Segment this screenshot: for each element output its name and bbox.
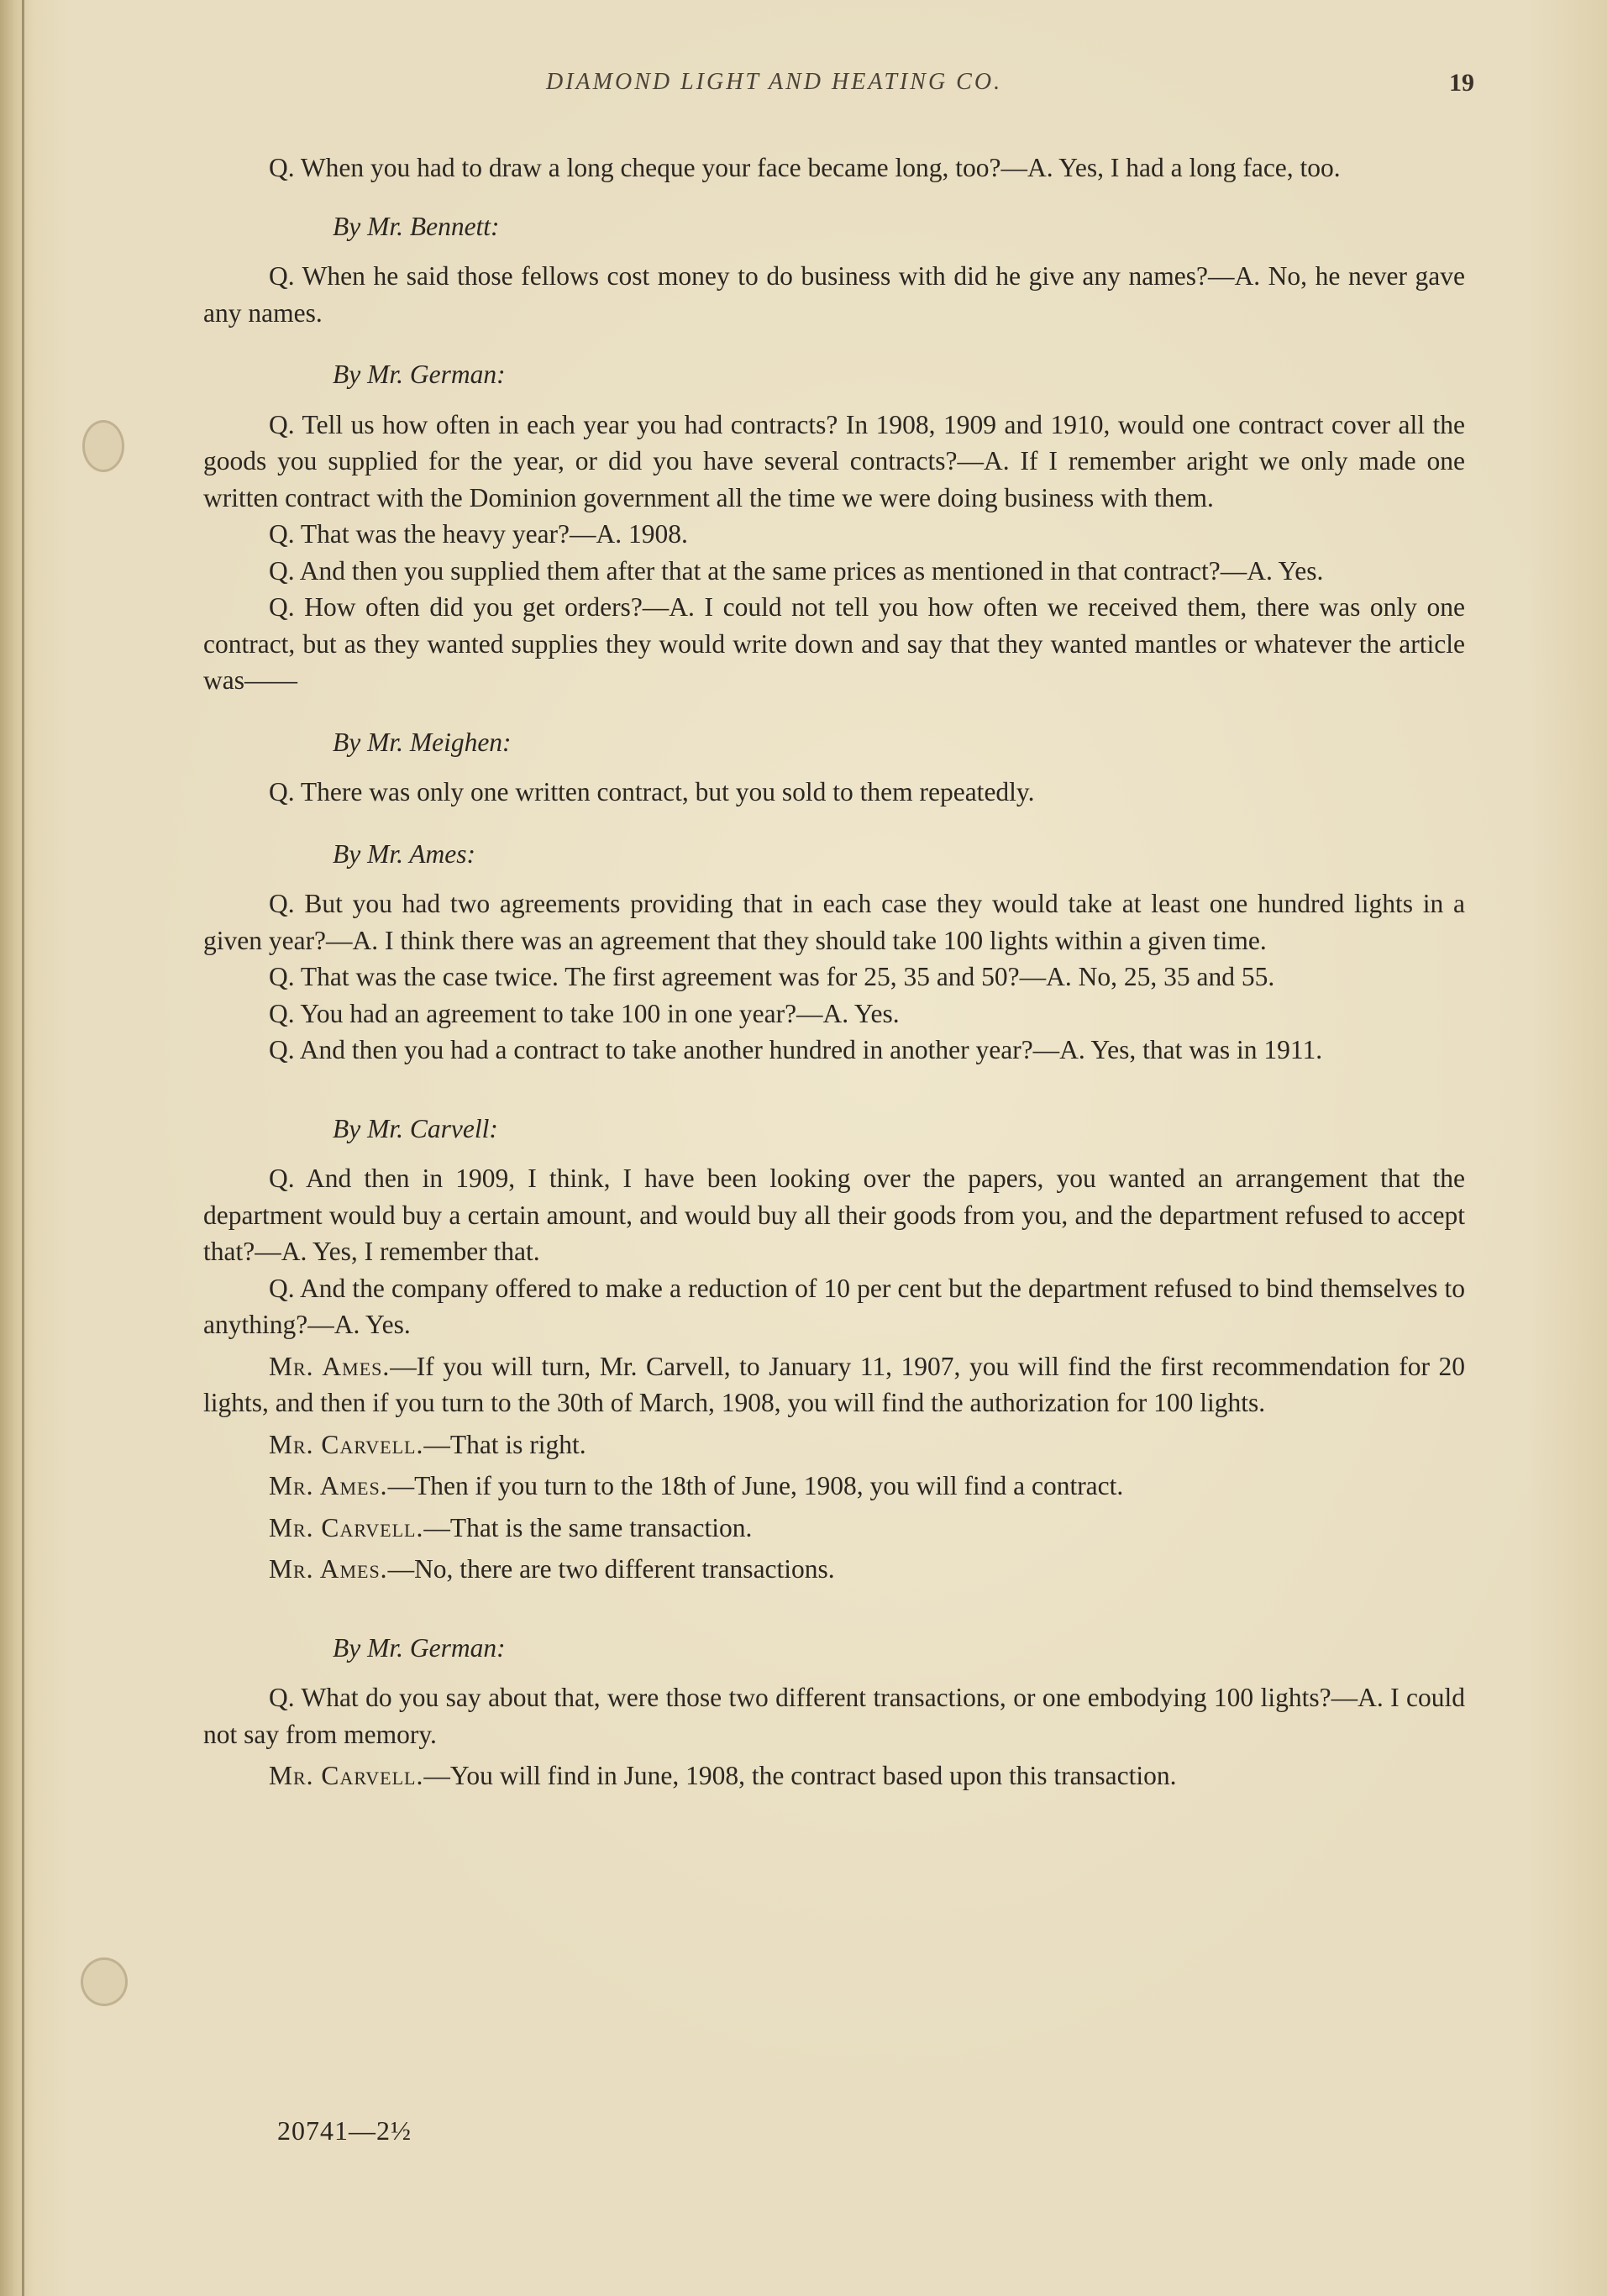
paragraph: Q. When he said those fellows cost money to do business with did he give any names?—A. No, he never gave any names. [203,261,1465,328]
speaker-paragraph [203,1510,1465,1547]
paragraph: Q. Tell us how often in each year you had contracts? In 1908, 1909 and 1910, would one contract cover all the goods you supplied for the year, or did you have several contracts?—A. If I remember aright we only made one written contract with the Dominion government all the time we were doing business with them. [203,409,1465,512]
paragraph: Q. That was the case twice. The first agreement was for 25, 35 and 50?—A. No, 25, 35 and 55. [269,962,1275,991]
speaker-name: Mr. Carvell. [269,1761,424,1790]
examiner-heading: By Mr. Ames: [333,838,476,869]
speaker-name: Mr. Ames. [269,1554,388,1584]
printer-signature: 20741—2½ [277,2115,412,2146]
speaker-text: —If you will turn, Mr. Carvell, to January 11, 1907, you will find the first recommendation for 20 lights, and then if you turn to the 30th of March, 1908, you will find the authorization for 100 lights. [203,1351,1465,1417]
speaker-paragraph [203,1757,1465,1794]
paragraph: Q. And the company offered to make a reduction of 10 per cent but the department refused to bind themselves to anything?—A. Yes. [203,1273,1465,1339]
speaker-name: Mr. Ames. [269,1351,391,1381]
speaker-paragraph [203,1348,1465,1421]
examiner-heading: By Mr. German: [333,360,506,389]
speaker-name: Mr. Carvell. [269,1512,424,1542]
paper-blemish [82,420,124,472]
speaker-text: —That is right. [423,1429,586,1459]
speaker-name: Mr. Ames. [269,1471,388,1500]
paragraph: Q. And then you had a contract to take another hundred in another year?—A. Yes, that was in 1911. [269,1035,1323,1064]
paragraph: Q. But you had two agreements providing that in each case they would take at least one hundred lights in a given year?—A. I think there was an agreement that they should take 100 lights within a given time. [203,889,1465,955]
paragraph: Q. That was the heavy year?—A. 1908. [269,519,688,549]
examiner-heading: By Mr. Carvell: [333,1113,498,1143]
examiner-heading: By Mr. German: [333,1632,506,1663]
paragraph: Q. There was only one written contract, but you sold to them repeatedly. [269,777,1035,806]
paragraph: Q. And then in 1909, I think, I have been looking over the papers, you wanted an arrangement that the department would buy a certain amount, and would buy all their goods from you, and the department refused to accept that?—A. Yes, I remember that. [203,1164,1465,1266]
paragraph: Q. You had an agreement to take 100 in one year?—A. Yes. [269,998,900,1028]
paragraph: Q. How often did you get orders?—A. I could not tell you how often we received them, there was only one contract, but as they wanted supplies they would write down and say that they wanted mantles or whatever the article was—— [203,592,1465,695]
speaker-text: —No, there are two different transactions. [387,1554,835,1584]
page-number: 19 [1449,69,1474,97]
running-head: DIAMOND LIGHT AND HEATING CO. [546,69,1003,95]
page-body [203,150,1465,1794]
speaker-text: —You will find in June, 1908, the contract based upon this transaction. [423,1761,1177,1790]
examiner-heading: By Mr. Meighen: [333,727,512,757]
speaker-name: Mr. Carvell. [269,1429,424,1459]
paragraph: Q. And then you supplied them after that at the same prices as mentioned in that contract?—A. Yes. [269,555,1324,586]
binding-gutter [22,0,24,2296]
speaker-paragraph [203,1426,1465,1463]
speaker-paragraph [203,1551,1465,1588]
paper-blemish [81,1957,128,2006]
examiner-heading: By Mr. Bennett: [333,211,500,241]
paragraph: Q. When you had to draw a long cheque your face became long, too?—A. Yes, I had a long face, too. [269,153,1341,182]
speaker-text: —Then if you turn to the 18th of June, 1908, you will find a contract. [387,1471,1124,1500]
page-header [202,69,1474,111]
paragraph: Q. What do you say about that, were those two different transactions, or one embodying 100 lights?—A. I could not say from memory. [203,1683,1465,1749]
speaker-paragraph [203,1468,1465,1505]
speaker-text: —That is the same transaction. [423,1512,753,1542]
